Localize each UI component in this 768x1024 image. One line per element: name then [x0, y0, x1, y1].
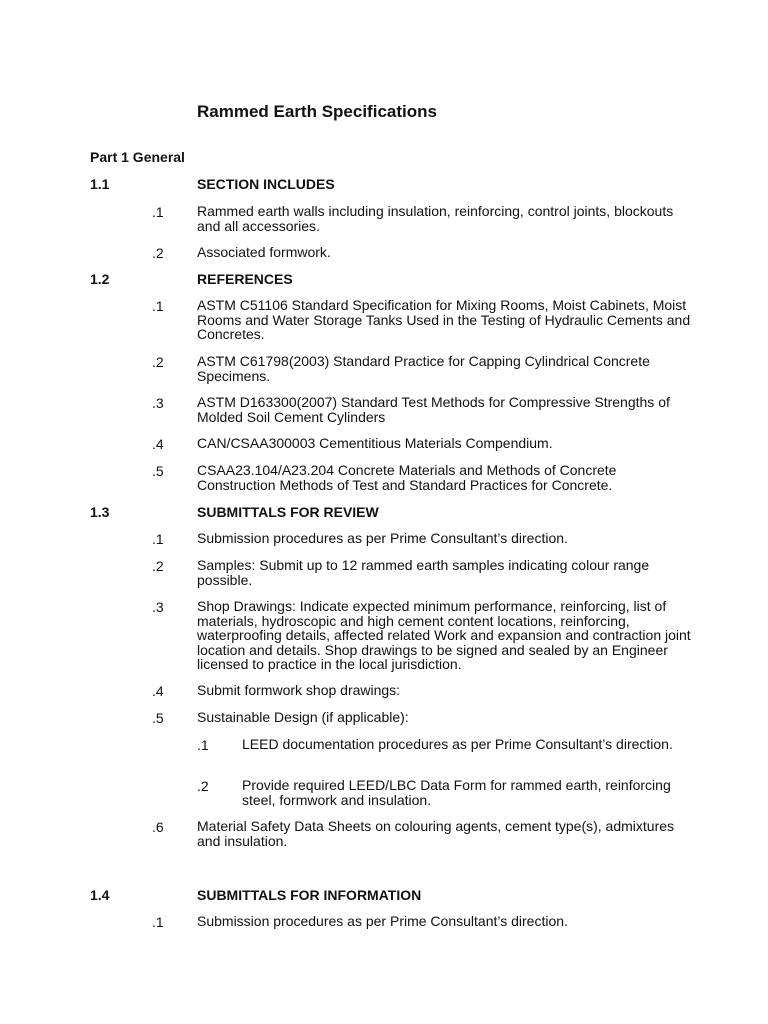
item-text: CSAA23.104/A23.204 Concrete Materials and Methods of Concrete Construction Methods of Test and Standard Practices for Concrete.	[197, 462, 617, 493]
item-text: Shop Drawings: Indicate expected minimum performance, reinforcing, list of materials, hydroscopic and high cement content locations, reinforcing, waterproofing details, affected related Work and expansion and contraction joint location and details. Shop drawings to be signed and sealed by an Engineer licensed to practice in the local jurisdiction.	[197, 598, 691, 672]
item-text: Material Safety Data Sheets on colouring agents, cement type(s), admixtures and insulation.	[197, 818, 675, 849]
section-heading: SUBMITTALS FOR REVIEW	[197, 504, 379, 520]
subitem-text: Provide required LEED/LBC Data Form for rammed earth, reinforcing steel, formwork and insulation.	[242, 777, 671, 808]
item-text: ASTM C61798(2003) Standard Practice for Capping Cylindrical Concrete Specimens.	[197, 353, 650, 384]
item-number: .1	[152, 204, 164, 220]
section-heading: SECTION INCLUDES	[197, 176, 335, 192]
item-number: .1	[152, 914, 164, 930]
item-text: Submit formwork shop drawings:	[197, 682, 401, 698]
subitem-number: .1	[197, 737, 209, 753]
section-heading: SUBMITTALS FOR INFORMATION	[197, 887, 422, 903]
subitem-text: LEED documentation procedures as per Prime Consultant’s direction.	[242, 736, 673, 752]
item-text: Associated formwork.	[197, 244, 331, 260]
item-number: .3	[152, 395, 164, 411]
document-title: Rammed Earth Specifications	[197, 102, 437, 121]
item-number: .5	[152, 463, 164, 479]
item-text: Rammed earth walls including insulation, reinforcing, control joints, blockouts and all accessories.	[197, 203, 674, 234]
item-text: Submission procedures as per Prime Consultant’s direction.	[197, 530, 568, 546]
item-number: .5	[152, 710, 164, 726]
item-text: ASTM D163300(2007) Standard Test Methods for Compressive Strengths of Molded Soil Cement Cylinders	[197, 394, 670, 425]
item-number: .6	[152, 819, 164, 835]
item-number: .1	[152, 531, 164, 547]
item-text: ASTM C51106 Standard Specification for Mixing Rooms, Moist Cabinets, Moist Rooms and Water Storage Tanks Used in the Testing of Hydraulic Cements and Concretes.	[197, 297, 691, 342]
section-number: 1.2	[90, 271, 110, 287]
item-text: CAN/CSAA300003 Cementitious Materials Compendium.	[197, 435, 553, 451]
section-number: 1.1	[90, 176, 110, 192]
item-text: Samples: Submit up to 12 rammed earth samples indicating colour range possible.	[197, 557, 650, 588]
item-text: Sustainable Design (if applicable):	[197, 709, 409, 725]
section-number: 1.4	[90, 887, 110, 903]
section-heading: REFERENCES	[197, 271, 293, 287]
item-number: .3	[152, 599, 164, 615]
item-number: .2	[152, 245, 164, 261]
item-number: .4	[152, 683, 164, 699]
item-number: .1	[152, 298, 164, 314]
item-number: .2	[152, 558, 164, 574]
subitem-number: .2	[197, 778, 209, 794]
item-number: .4	[152, 436, 164, 452]
item-number: .2	[152, 354, 164, 370]
section-number: 1.3	[90, 504, 110, 520]
item-text: Submission procedures as per Prime Consultant’s direction.	[197, 913, 568, 929]
part-heading: Part 1 General	[90, 149, 185, 165]
